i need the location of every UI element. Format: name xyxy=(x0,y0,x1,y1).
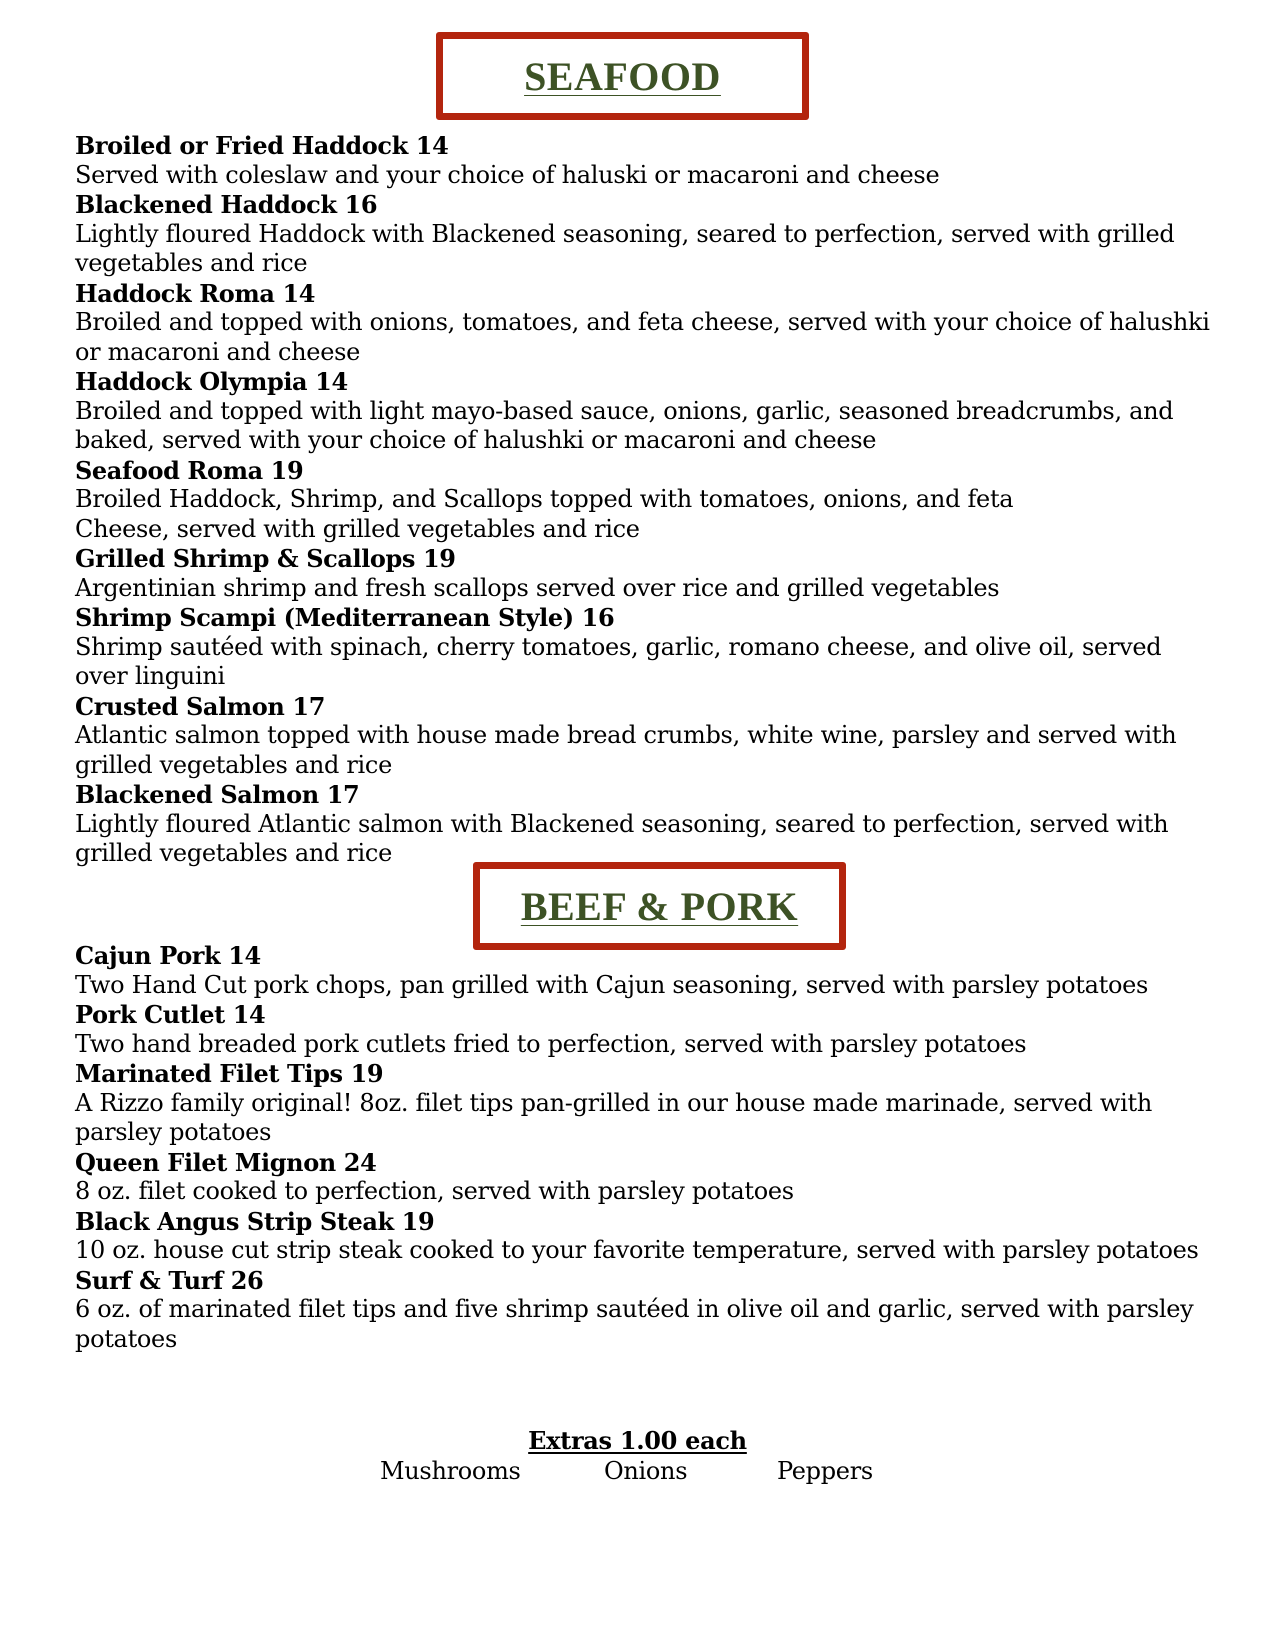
extras-section xyxy=(0,1426,1275,1455)
menu-item xyxy=(75,367,1210,456)
menu-item xyxy=(75,131,1210,190)
extras-title: Extras 1.00 each xyxy=(528,1426,747,1455)
menu-item-description: Broiled Haddock, Shrimp, and Scallops topped with tomatoes, onions, and feta Cheese, served with grilled vegetables and rice xyxy=(75,485,1014,543)
extras-option-peppers: Peppers xyxy=(777,1457,873,1485)
menu-item-name: Surf & Turf 26 xyxy=(75,1265,264,1295)
menu-item-description: 8 oz. filet cooked to perfection, served with parsley potatoes xyxy=(75,1177,794,1205)
menu-item-name: Seafood Roma 19 xyxy=(75,455,304,485)
menu-item-description: Shrimp sautéed with spinach, cherry tomatoes, garlic, romano cheese, and olive oil, served over linguini xyxy=(75,632,1162,690)
menu-item-description: A Rizzo family original! 8oz. filet tips pan-grilled in our house made marinade, served with parsley potatoes xyxy=(75,1088,1152,1146)
menu-item-description: Two hand breaded pork cutlets fried to perfection, served with parsley potatoes xyxy=(75,1029,1027,1058)
extras-option-onions: Onions xyxy=(604,1457,688,1485)
menu-item-description: Served with coleslaw and your choice of haluski or macaroni and cheese xyxy=(75,160,940,189)
menu-item xyxy=(75,603,1210,692)
menu-item-description: Broiled and topped with light mayo-based sauce, onions, garlic, seasoned breadcrumbs, and baked, served with your choice of halushki or macaroni and cheese xyxy=(75,396,1174,454)
seafood-menu-list xyxy=(75,131,1210,869)
seafood-header-box xyxy=(436,32,809,120)
menu-item xyxy=(75,190,1210,279)
menu-item-name: Cajun Pork 14 xyxy=(75,941,261,970)
menu-item xyxy=(75,780,1210,869)
menu-item-description: Argentinian shrimp and fresh scallops served over rice and grilled vegetables xyxy=(75,573,1000,602)
menu-item-name: Blackened Haddock 16 xyxy=(75,190,378,219)
extras-options xyxy=(0,1456,1275,1488)
menu-item xyxy=(75,1148,1210,1207)
menu-item-name: Broiled or Fried Haddock 14 xyxy=(75,131,449,160)
menu-item xyxy=(75,456,1210,545)
extras-option-mushrooms: Mushrooms xyxy=(380,1457,521,1485)
menu-item xyxy=(75,1266,1210,1355)
menu-item-description: 10 oz. house cut strip steak cooked to your favorite temperature, served with parsley potatoes xyxy=(75,1236,1199,1264)
menu-item-description: Broiled and topped with onions, tomatoes, and feta cheese, served with your choice of halushki or macaroni and cheese xyxy=(75,308,1210,366)
menu-item-description: Lightly floured Haddock with Blackened seasoning, seared to perfection, served with grilled vegetables and rice xyxy=(75,219,1175,277)
menu-item-description: Two Hand Cut pork chops, pan grilled with Cajun seasoning, served with parsley potatoes xyxy=(75,970,1149,999)
menu-item-name: Blackened Salmon 17 xyxy=(75,780,360,809)
beef-pork-menu-list xyxy=(75,941,1210,1354)
menu-item-description: 6 oz. of marinated filet tips and five shrimp sautéed in olive oil and garlic, served with parsley potatoes xyxy=(75,1295,1194,1353)
menu-item xyxy=(75,1207,1210,1266)
beef-pork-header-box xyxy=(473,862,846,950)
menu-item-name: Crusted Salmon 17 xyxy=(75,691,326,721)
menu-item xyxy=(75,544,1210,603)
menu-item xyxy=(75,279,1210,368)
menu-item-description: Atlantic salmon topped with house made bread crumbs, white wine, parsley and served with grilled vegetables and rice xyxy=(75,721,1177,779)
beef-pork-section-title: BEEF & PORK xyxy=(520,883,799,929)
menu-item-name: Marinated Filet Tips 19 xyxy=(75,1059,384,1088)
menu-item-description: Lightly floured Atlantic salmon with Blackened seasoning, seared to perfection, served with grilled vegetables and rice xyxy=(75,809,1169,867)
seafood-section-title: SEAFOOD xyxy=(524,53,721,99)
menu-item-name: Grilled Shrimp & Scallops 19 xyxy=(75,544,456,573)
menu-item xyxy=(75,941,1210,1000)
menu-item xyxy=(75,1059,1210,1148)
menu-item-name: Haddock Olympia 14 xyxy=(75,367,348,396)
menu-item xyxy=(75,692,1210,781)
menu-item-name: Queen Filet Mignon 24 xyxy=(75,1147,377,1177)
menu-item xyxy=(75,1000,1210,1059)
menu-item-name: Shrimp Scampi (Mediterranean Style) 16 xyxy=(75,603,615,632)
menu-item-name: Haddock Roma 14 xyxy=(75,278,316,308)
menu-item-name: Black Angus Strip Steak 19 xyxy=(75,1206,435,1236)
menu-item-name: Pork Cutlet 14 xyxy=(75,1000,266,1029)
